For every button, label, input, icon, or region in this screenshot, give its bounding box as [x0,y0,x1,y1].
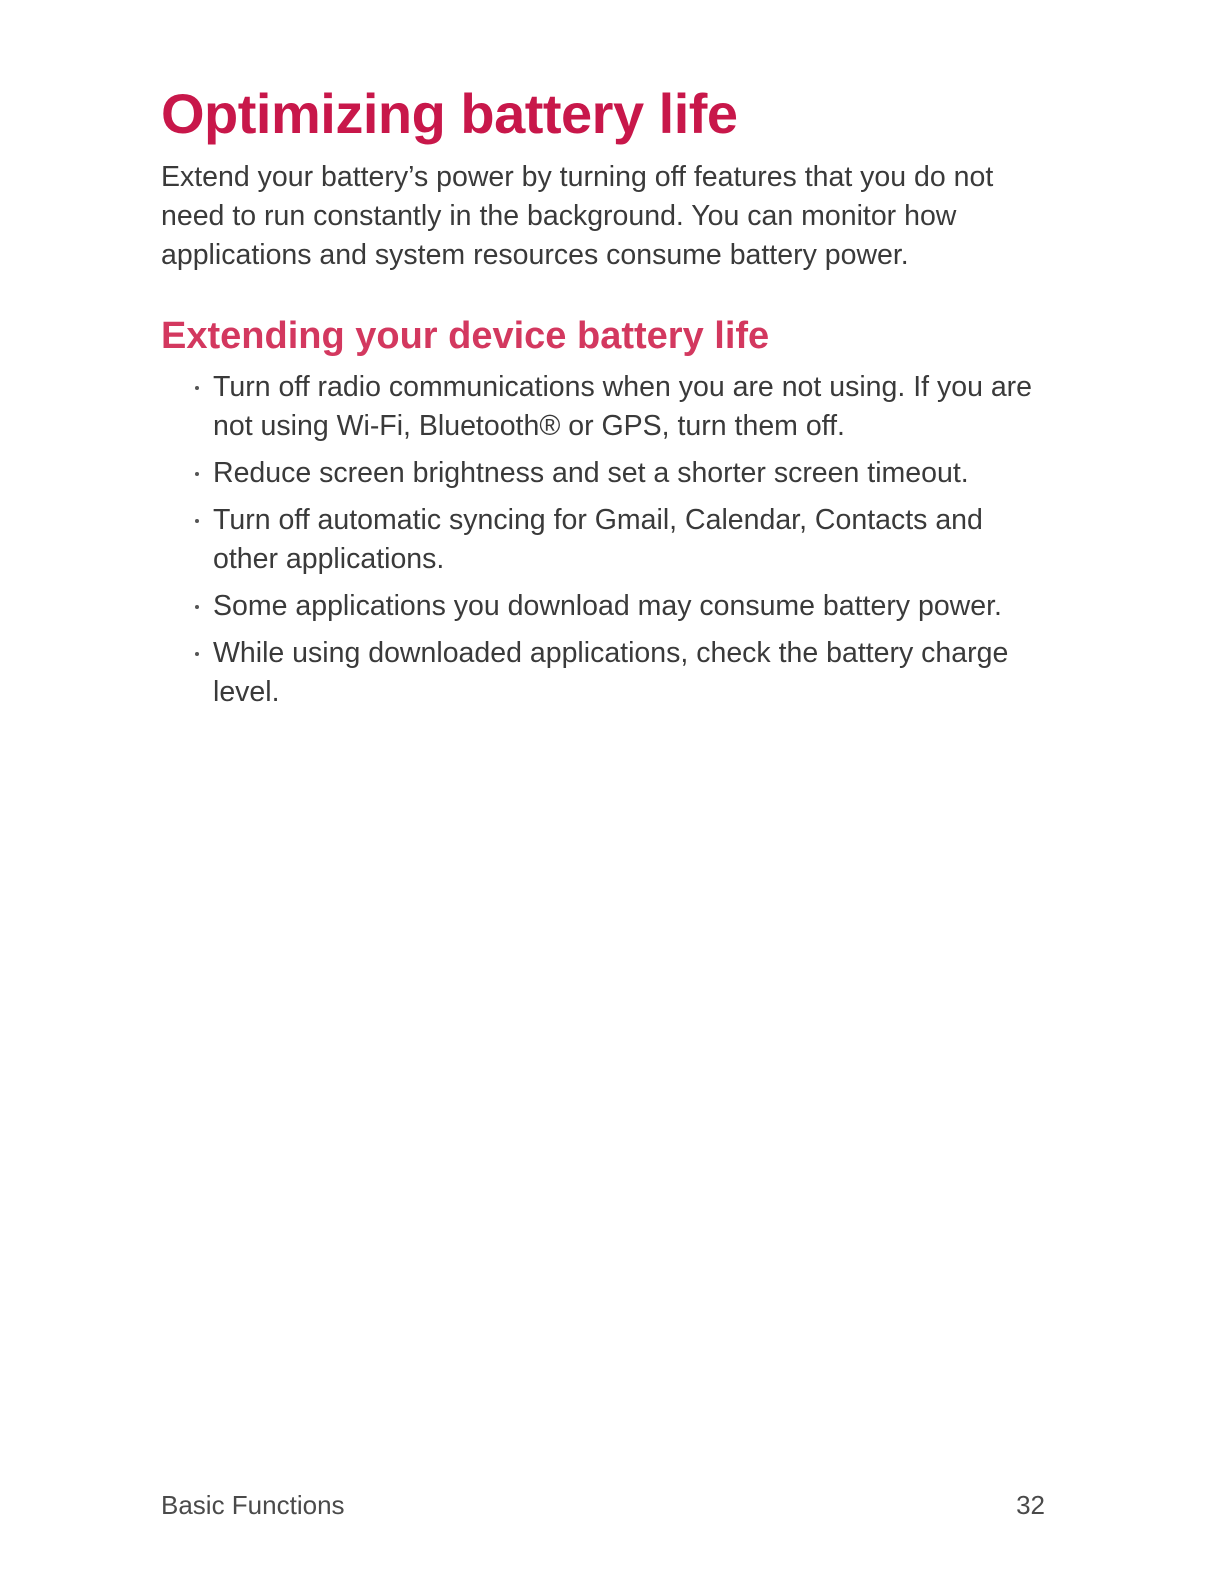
page-number: 32 [1016,1490,1045,1520]
list-item-text: While using downloaded applications, check the battery charge level. [213,637,1009,708]
bullet-dot-icon [195,519,199,523]
list-item [161,587,1051,626]
bullet-dot-icon [195,386,199,390]
bullet-list [161,368,1051,720]
list-item-text: Some applications you download may consume battery power. [213,590,1002,622]
list-item-text: Turn off automatic syncing for Gmail, Calendar, Contacts and other applications. [213,504,983,575]
list-item [161,501,1051,579]
footer-section-label: Basic Functions [161,1490,345,1520]
page-title: Optimizing battery life [161,82,738,145]
bullet-dot-icon [195,605,199,609]
list-item-text: Turn off radio communications when you are not using. If you are not using Wi-Fi, Bluetooth® or GPS, turn them off. [213,371,1033,442]
list-item [161,454,1051,493]
list-item-text: Reduce screen brightness and set a shorter screen timeout. [213,457,969,489]
bullet-dot-icon [195,472,199,476]
bullet-dot-icon [195,652,199,656]
intro-paragraph: Extend your battery’s power by turning off features that you do not need to run constantly in the background. You can monitor how applications and system resources consume battery power. [161,161,994,271]
list-item [161,634,1051,712]
list-item [161,368,1051,446]
section-title: Extending your device battery life [161,315,770,357]
